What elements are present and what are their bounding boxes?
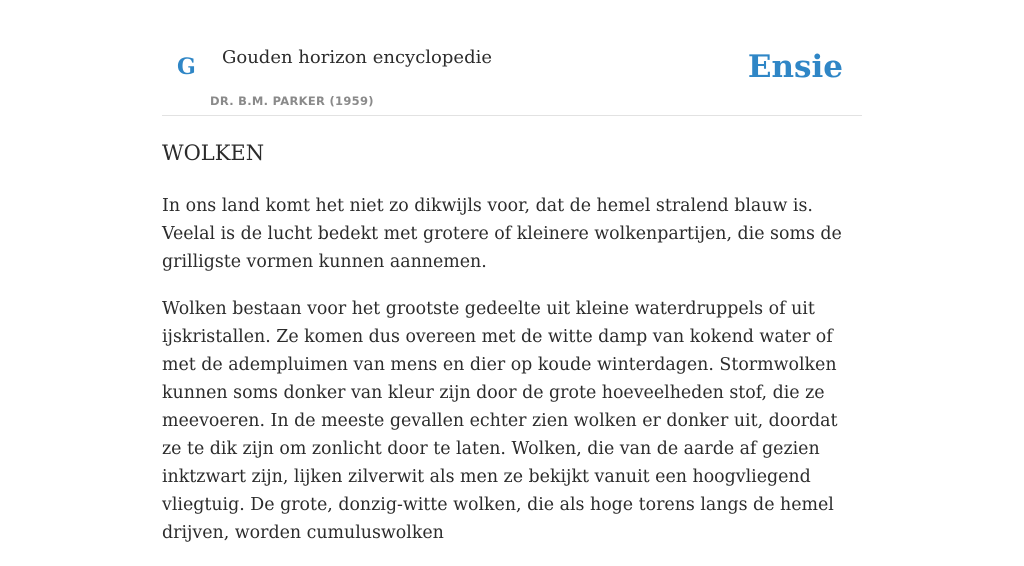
article-title: WOLKEN — [162, 141, 265, 165]
article-paragraph: Wolken bestaan voor het grootste gedeelte uit kleine waterdruppels of uit ijskristallen. Ze komen dus overeen met de witte damp van kokend water of met de adempluimen van mens en dier op koude winterdagen. Stormwolken kunnen soms donker van kleur zijn door de grote hoeveelheden stof, die ze meevoeren. In de meeste gevallen echter zien wolken er donker uit, doordat ze te dik zijn om zonlicht door te laten. Wolken, die van de aarde af gezien inktzwart zijn, lijken zilverwit als men ze bekijkt vanuit een hoogvliegend vliegtuig. De grote, donzig-witte wolken, die als hoge torens langs de hemel drijven, worden cumuluswolken — [162, 299, 838, 543]
source-header — [162, 0, 862, 116]
source-title[interactable]: Gouden horizon encyclopedie — [222, 47, 492, 68]
brand-logo-link[interactable]: Ensie — [747, 49, 843, 85]
article-body — [162, 192, 862, 566]
source-logo-icon[interactable]: G — [177, 54, 196, 80]
page-container — [162, 0, 862, 543]
source-author: DR. B.M. PARKER (1959) — [210, 94, 374, 108]
article-paragraph: In ons land komt het niet zo dikwijls voor, dat de hemel stralend blauw is. Veelal is de lucht bedekt met grotere of kleinere wolkenpartijen, die soms de grilligste vormen kunnen aannemen. — [162, 196, 842, 272]
